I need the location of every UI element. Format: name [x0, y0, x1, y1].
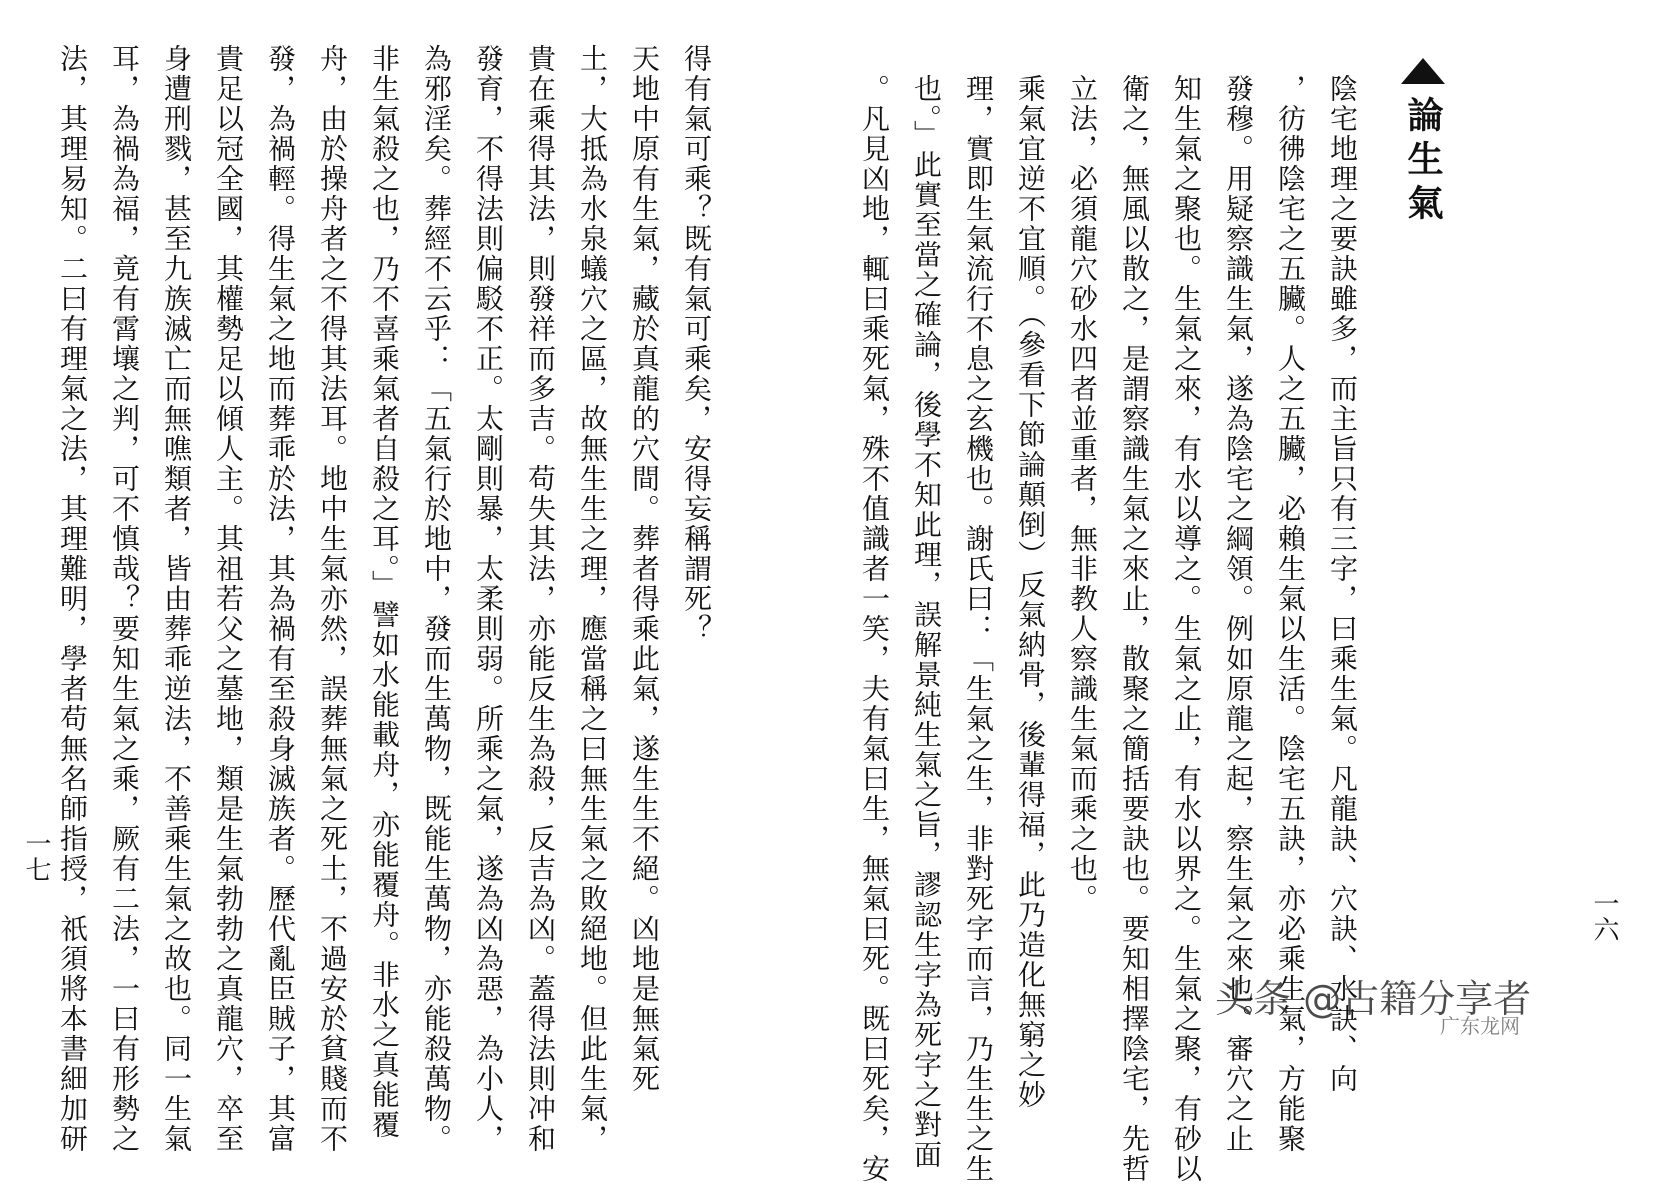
text-line: 耳，為禍為福，竟有霄壤之判，可不慎哉？要知生氣之乘，厥有二法，一曰有形勢之	[108, 44, 141, 1154]
text-line: 發穆。用疑察識生氣，遂為陰宅之綱領。例如原龍之起，察生氣之來也。審穴之止	[1222, 74, 1255, 1154]
text-line: 理，實即生氣流行不息之玄機也。謝氏曰：「生氣之生，非對死字而言，乃生生之生	[962, 74, 995, 1184]
text-line: 知生氣之聚也。生氣之來，有水以導之。生氣之止，有水以界之。生氣之聚，有砂以	[1170, 74, 1203, 1184]
chapter-title-text: 論生氣	[1402, 96, 1444, 228]
text-line: 身遭刑戮，甚至九族滅亡而無噍類者，皆由葬乖逆法，不善乘生氣之故也。同一生氣	[160, 44, 193, 1154]
text-line: 也。」此實至當之確論，後學不知此理，誤解景純生氣之旨，謬認生字為死字之對面	[910, 74, 943, 1170]
text-line: 天地中原有生氣，藏於真龍的穴間。葬者得乘此氣，遂生生不絕。凶地是無氣死	[628, 44, 661, 1094]
text-line: 乘氣宜逆不宜順。（參看下節論顛倒）反氣納骨，後輩得福，此乃造化無窮之妙	[1014, 74, 1047, 1110]
text-line: 發，為禍輕。得生氣之地而葬乖於法，其為禍有至殺身滅族者。歷代亂臣賊子，其富	[264, 44, 297, 1154]
text-line: 立法，必須龍穴砂水四者並重者，無非教人察識生氣而乘之也。	[1066, 74, 1099, 914]
text-line: 舟，由於操舟者之不得其法耳。地中生氣亦然，誤葬無氣之死土，不過安於貧賤而不	[316, 44, 349, 1154]
text-line: 貴足以冠全國，其權勢足以傾人主。其祖若父之墓地，類是生氣勃勃之真龍穴，卒至	[212, 44, 245, 1154]
watermark: 头条 @古籍分享者	[1215, 977, 1532, 1021]
triangle-icon	[1401, 58, 1445, 84]
text-line: ，彷彿陰宅之五臟。人之五臟，必賴生氣以生活。陰宅五訣，亦必乘生氣，方能聚	[1274, 74, 1307, 1154]
text-line: 貴在乘得其法，則發祥而多吉。苟失其法，亦能反生為殺，反吉為凶。蓋得法則冲和	[524, 44, 557, 1154]
text-line: 得有氣可乘？既有氣可乘矣，安得妄稱謂死？	[680, 44, 713, 644]
left-page-body	[56, 44, 722, 1154]
page-number: 一六	[1589, 890, 1619, 942]
text-line: 法，其理易知。二曰有理氣之法，其理難明，學者苟無名師指授，祇須將本書細加研	[56, 44, 89, 1154]
page-number: 一七	[21, 830, 51, 882]
text-line: 土，大抵為水泉蟻穴之區，故無生生之理，應當稱之曰無生氣之敗絕地。但此生氣，	[576, 44, 609, 1154]
text-line: 。凡見凶地，輒曰乘死氣，殊不值識者一笑，夫有氣曰生，無氣曰死。既曰死矣，安	[858, 74, 891, 1184]
chapter-title	[1398, 58, 1449, 228]
text-line: 非生氣殺之也，乃不喜乘氣者自殺之耳。」譬如水能載舟，亦能覆舟。非水之真能覆	[368, 44, 401, 1140]
right-page-body	[858, 74, 1368, 1184]
left-page	[0, 0, 826, 1154]
text-line: 衛之，無風以散之，是謂察識生氣之來止，散聚之簡括要訣也。要知相擇陰宅，先哲	[1118, 74, 1151, 1184]
text-line: 為邪淫矣。葬經不云乎：「五氣行於地中，發而生萬物，既能生萬物，亦能殺萬物。	[420, 44, 453, 1154]
right-page	[826, 0, 1653, 1184]
text-line: 陰宅地理之要訣雖多，而主旨只有三字，曰乘生氣。凡龍訣、穴訣、水訣、向	[1326, 74, 1359, 1094]
text-line: 發育，不得法則偏駁不正。太剛則暴，太柔則弱。所乘之氣，遂為凶為惡，為小人，	[472, 44, 505, 1154]
watermark-sub: 广东龙网	[1440, 1014, 1520, 1038]
